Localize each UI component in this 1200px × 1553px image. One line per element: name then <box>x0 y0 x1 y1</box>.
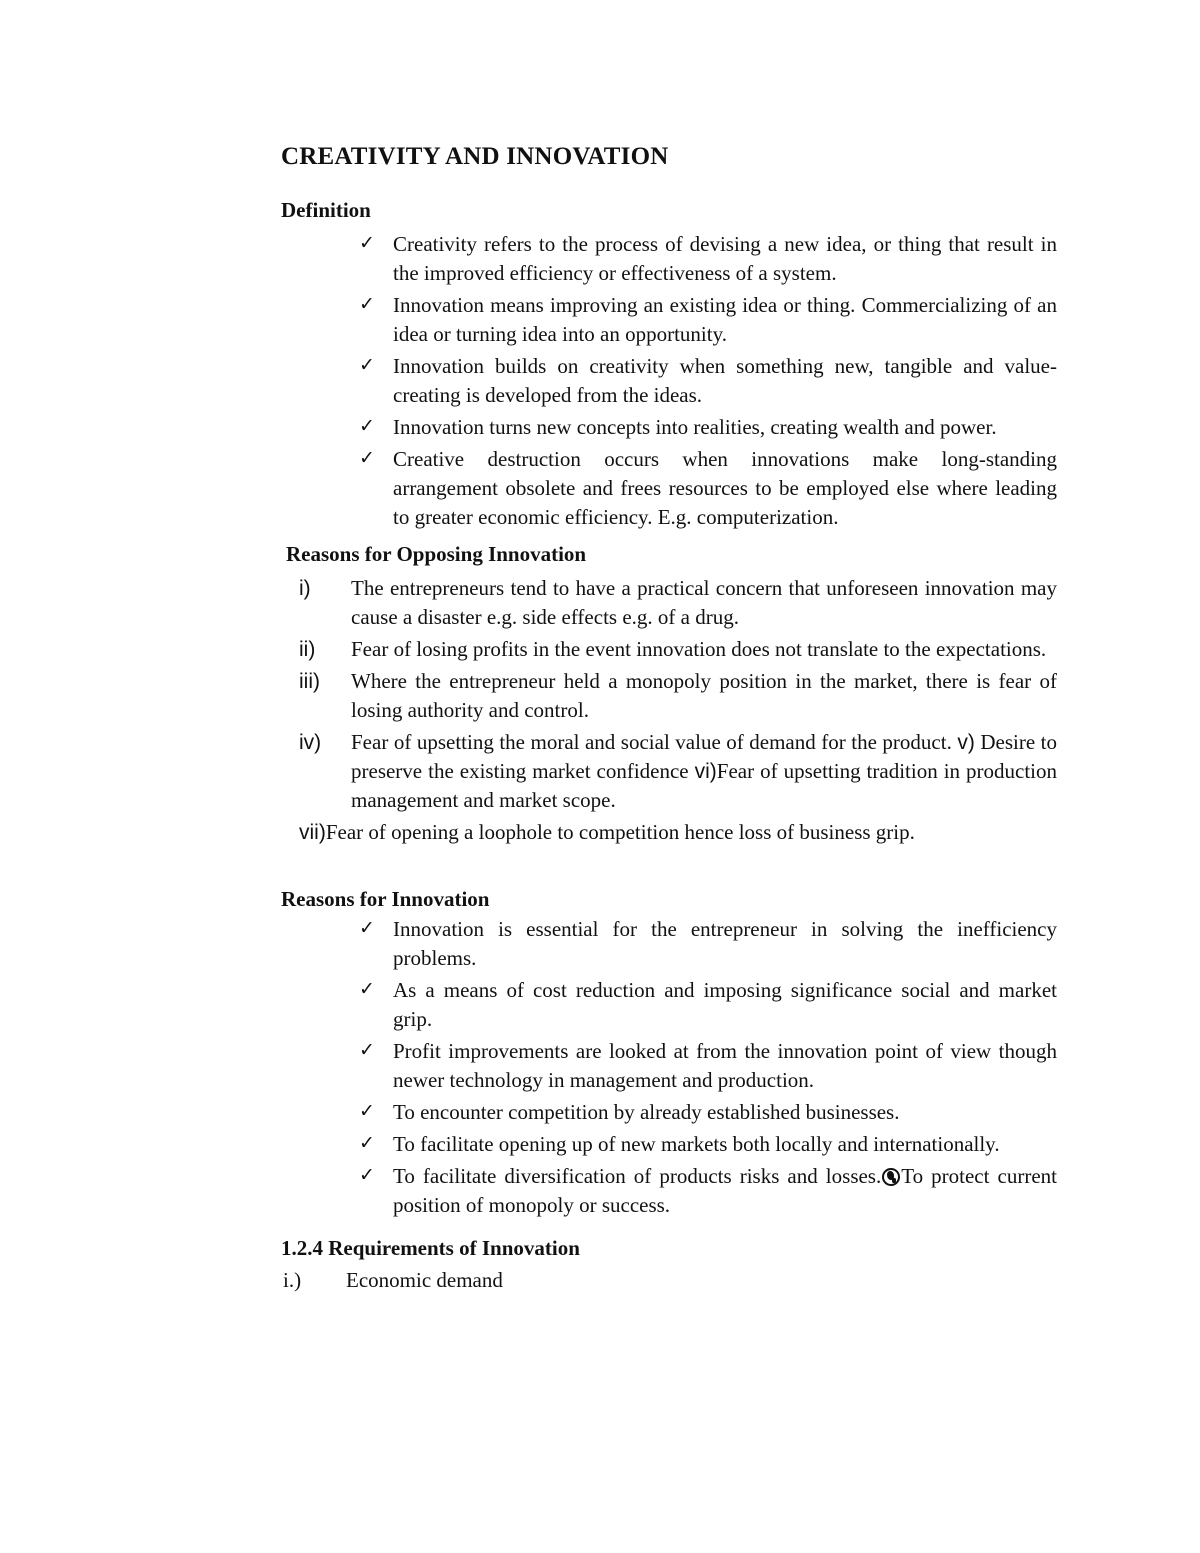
opposing-heading: Reasons for Opposing Innovation <box>286 542 587 566</box>
opposing-list <box>281 574 1057 815</box>
list-item <box>281 1162 1057 1220</box>
list-item-text: To facilitate opening up of new markets both locally and internationally. <box>393 1132 1000 1156</box>
list-item-number: v) <box>957 731 975 754</box>
list-item-number: i.) <box>283 1268 302 1292</box>
checkmark-icon: ✓ <box>359 447 375 469</box>
checkmark-icon: ✓ <box>359 1164 375 1186</box>
list-item <box>281 230 1057 288</box>
checkmark-icon: ✓ <box>359 1039 375 1061</box>
list-item-text: To facilitate diversification of products risks and losses. <box>393 1164 882 1188</box>
list-item-text: Innovation means improving an existing idea or thing. Commercializing of an idea or turning idea into an opportunity. <box>393 293 1057 346</box>
list-item <box>281 1098 1057 1127</box>
list-item <box>281 1130 1057 1159</box>
list-item-text: To encounter competition by already established businesses. <box>393 1100 900 1124</box>
list-item-text: As a means of cost reduction and imposing significance social and market grip. <box>393 978 1057 1031</box>
list-item <box>281 818 1057 847</box>
list-item <box>281 1037 1057 1095</box>
list-item <box>281 667 1057 725</box>
checkmark-icon: ✓ <box>359 415 375 437</box>
list-item-text: Desire to preserve the existing market confidence <box>351 730 1058 783</box>
list-item <box>281 352 1057 410</box>
requirements-heading: 1.2.4 Requirements of Innovation <box>281 1236 580 1260</box>
list-item-number: iv) <box>299 731 322 754</box>
list-item-number: iii) <box>299 670 320 693</box>
list-item-text: Profit improvements are looked at from the innovation point of view though newer technology in management and production. <box>393 1039 1057 1092</box>
list-item-text: Fear of losing profits in the event innovation does not translate to the expectations. <box>351 637 1047 661</box>
list-item-text: The entrepreneurs tend to have a practical concern that unforeseen innovation may cause a disaster e.g. side effects e.g. of a drug. <box>351 576 1057 629</box>
checkmark-icon: ✓ <box>359 354 375 376</box>
document-title: CREATIVITY AND INNOVATION <box>281 143 669 170</box>
document-content <box>281 140 1057 1295</box>
list-item <box>281 413 1057 442</box>
list-item-text: Where the entrepreneur held a monopoly position in the market, there is fear of losing authority and control. <box>351 669 1057 722</box>
list-item <box>281 445 1057 532</box>
list-item-number: vii) <box>299 821 326 844</box>
definition-heading: Definition <box>281 198 371 222</box>
list-item-text: Economic demand <box>346 1268 503 1292</box>
list-item-text: Innovation is essential for the entrepreneur in solving the inefficiency problems. <box>393 917 1057 970</box>
list-item-number: ii) <box>299 638 316 661</box>
list-item-text: To protect current position of monopoly or success. <box>393 1164 1057 1217</box>
list-item-text: Innovation builds on creativity when something new, tangible and value-creating is developed from the ideas. <box>393 354 1057 407</box>
list-item-text: Fear of upsetting tradition in production management and market scope. <box>351 759 1057 812</box>
list-item <box>281 574 1057 632</box>
list-item <box>281 291 1057 349</box>
list-item <box>281 976 1057 1034</box>
list-item <box>281 728 1057 815</box>
list-item-text: Creativity refers to the process of devising a new idea, or thing that result in the improved efficiency or effectiveness of a system. <box>393 232 1057 285</box>
reasons-heading: Reasons for Innovation <box>281 887 490 911</box>
reasons-list <box>281 915 1057 1220</box>
checkmark-icon: ✓ <box>359 1132 375 1154</box>
list-item <box>281 915 1057 973</box>
globe-icon <box>882 1168 900 1186</box>
list-item-text: Fear of upsetting the moral and social value of demand for the product. <box>351 730 952 754</box>
list-item <box>281 1266 1057 1295</box>
checkmark-icon: ✓ <box>359 978 375 1000</box>
definition-list <box>281 230 1057 532</box>
list-item-number: i) <box>299 577 311 600</box>
checkmark-icon: ✓ <box>359 293 375 315</box>
list-item-text: Creative destruction occurs when innovations make long-standing arrangement obsolete and frees resources to be employed else where leading to greater economic efficiency. E.g. computerization. <box>393 447 1057 529</box>
list-item <box>281 635 1057 664</box>
list-item-text: Fear of opening a loophole to competition hence loss of business grip. <box>325 820 915 844</box>
list-item-text: Innovation turns new concepts into realities, creating wealth and power. <box>393 415 997 439</box>
checkmark-icon: ✓ <box>359 917 375 939</box>
list-item-number: vi) <box>694 760 717 783</box>
checkmark-icon: ✓ <box>359 232 375 254</box>
checkmark-icon: ✓ <box>359 1100 375 1122</box>
